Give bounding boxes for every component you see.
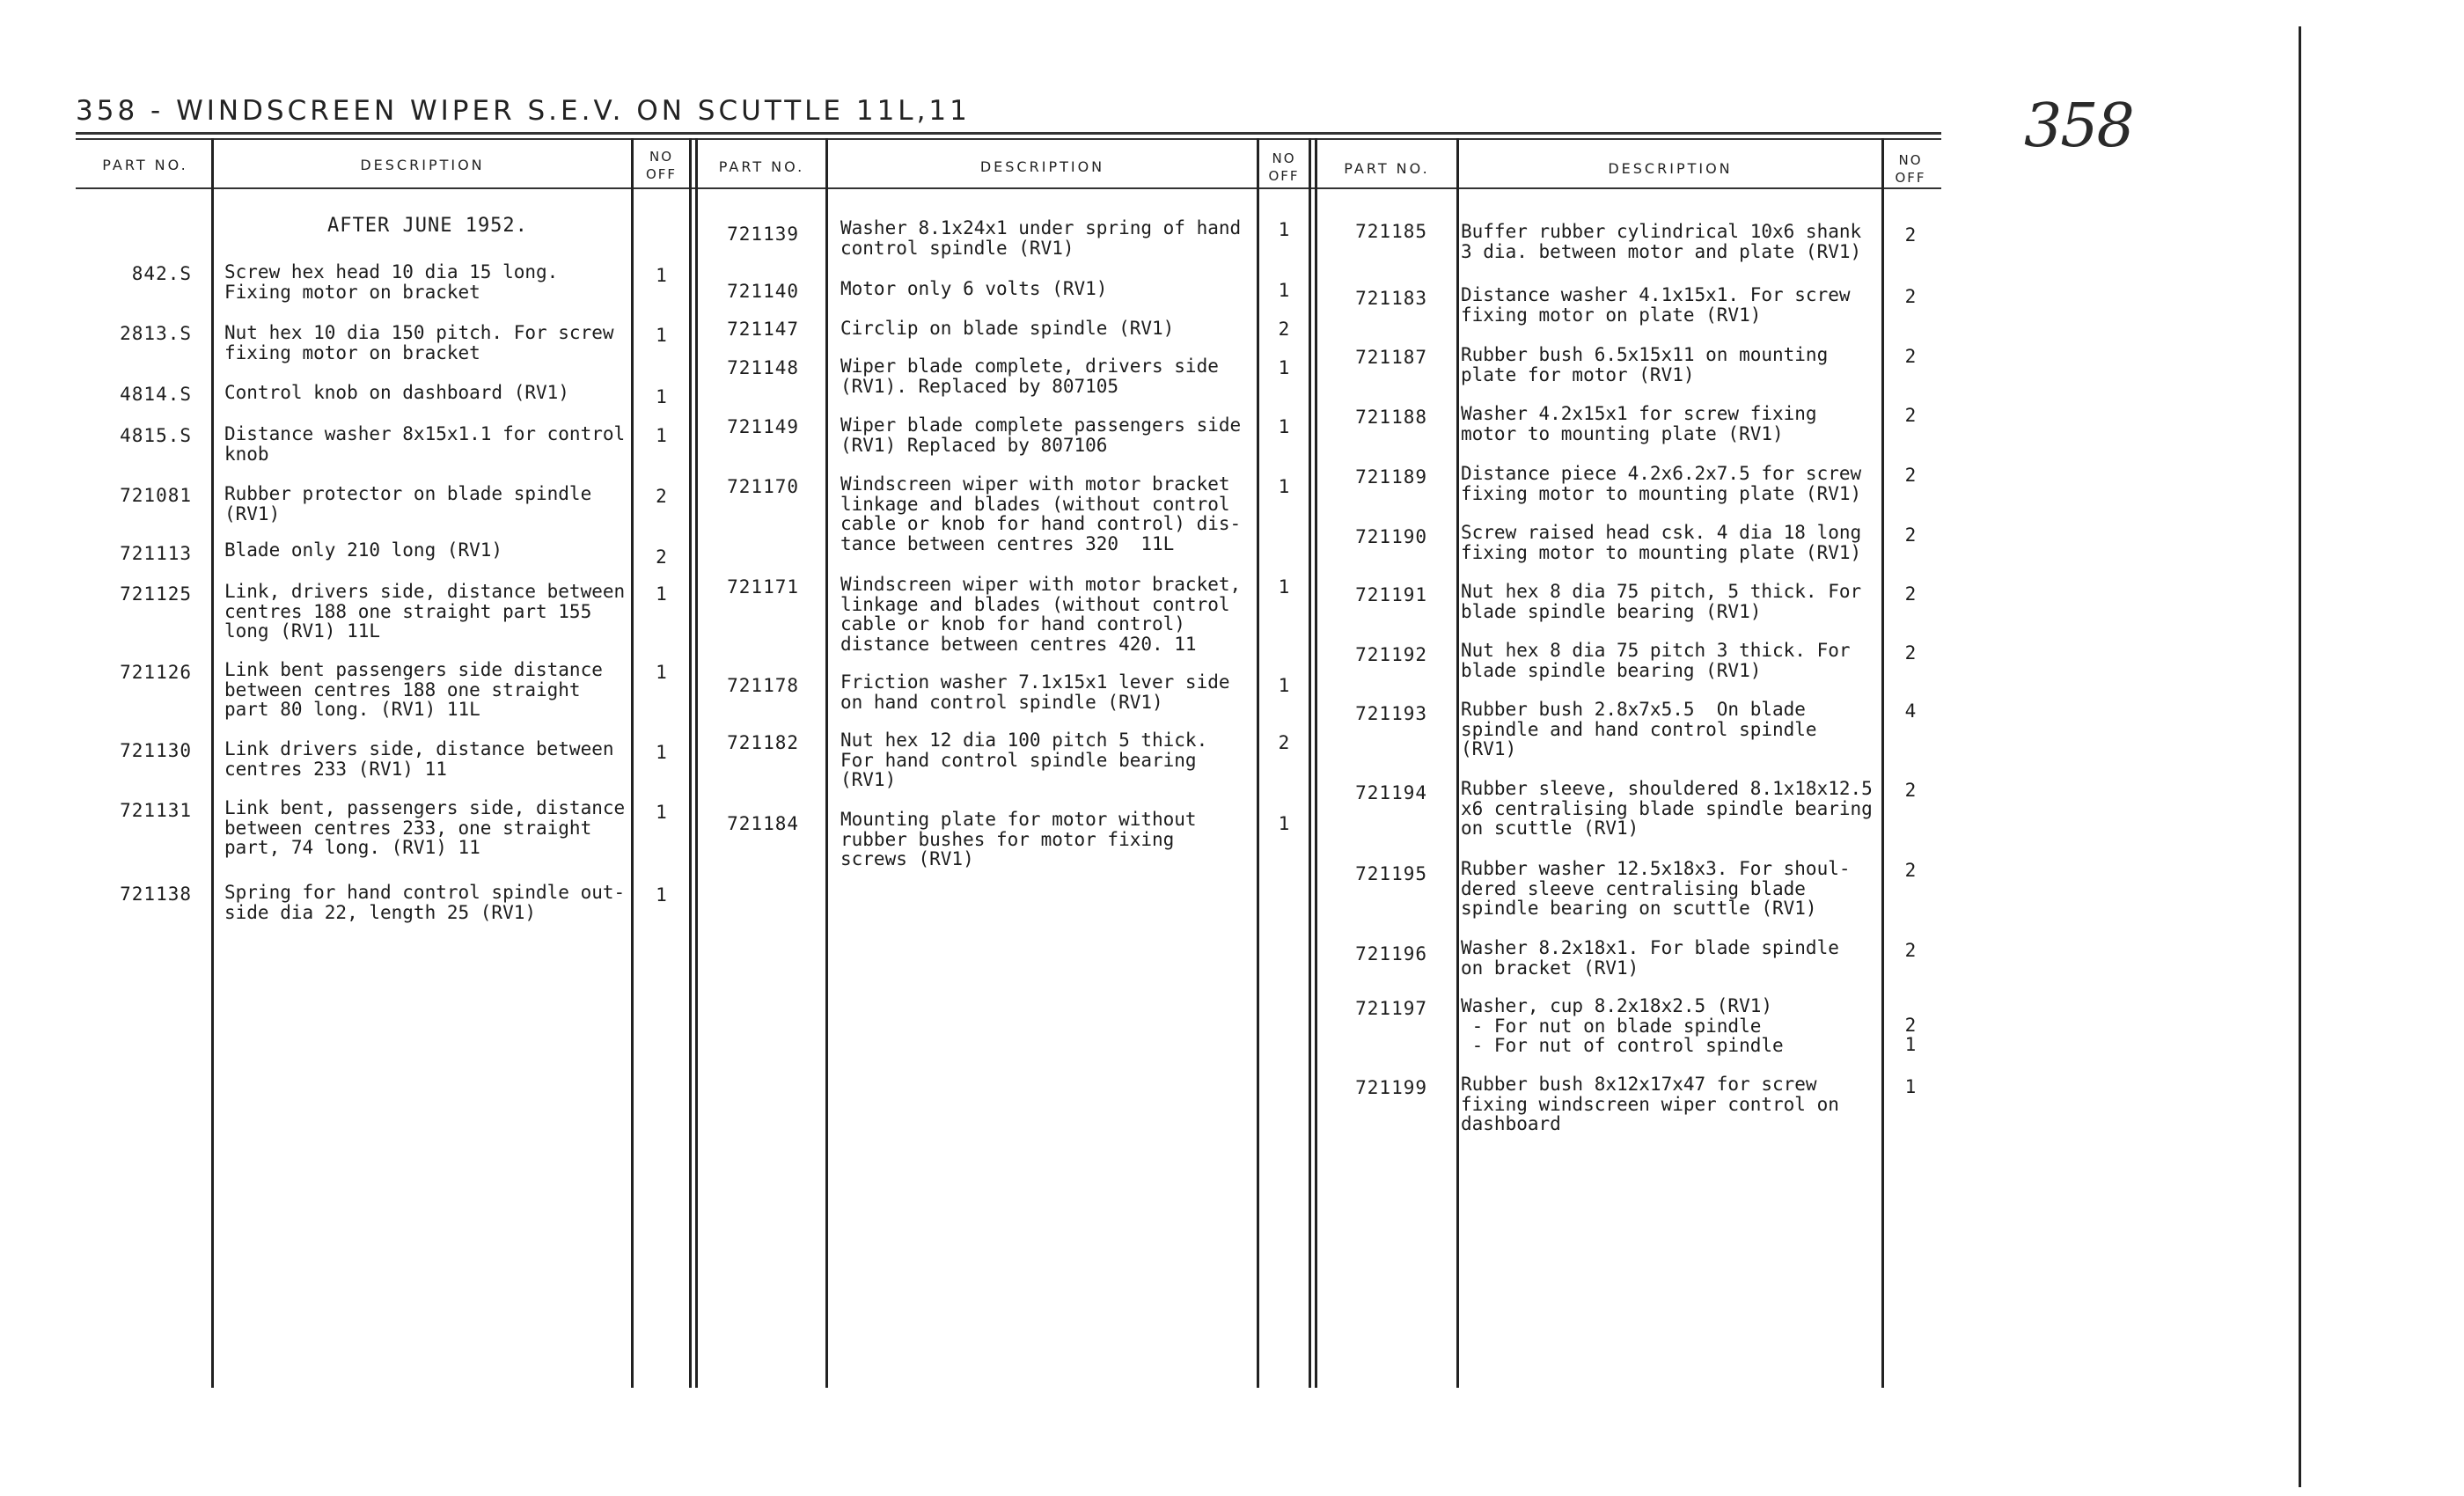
quantity: 1 <box>1278 675 1290 696</box>
column-divider <box>1456 138 1459 1388</box>
part-description: Rubber sleeve, shouldered 8.1x18x12.5 x6 centralising blade spindle bearing on scuttle (RV1) <box>1461 778 1873 839</box>
column-header-description: DESCRIPTION <box>979 158 1105 175</box>
part-description: Windscreen wiper with motor bracket linkage and blades (without control cable or knob for hand control) dis- tance between centres 320 11L <box>840 473 1242 554</box>
part-description: Buffer rubber cylindrical 10x6 shank 3 dia. between motor and plate (RV1) <box>1461 221 1862 262</box>
quantity: 1 <box>1278 813 1290 834</box>
quantity: 2 <box>1278 732 1290 753</box>
part-description: Washer, cup 8.2x18x2.5 (RV1) - For nut on blade spindle - For nut of control spindle <box>1461 995 1784 1056</box>
part-number: 721193 <box>1355 703 1427 724</box>
part-number: 721188 <box>1355 407 1427 428</box>
quantity: 1 <box>1278 576 1290 598</box>
quantity: 1 <box>656 884 667 906</box>
part-description: Spring for hand control spindle out- side dia 22, length 25 (RV1) <box>224 882 626 923</box>
quantity: 1 <box>1278 476 1290 497</box>
quantity: 1 <box>656 425 667 446</box>
page-edge <box>2299 26 2301 1487</box>
part-description: Distance piece 4.2x6.2x7.5 for screw fixing motor to mounting plate (RV1) <box>1461 463 1862 504</box>
quantity: 2 <box>1904 940 1917 961</box>
column-header-part-no: PART NO. <box>1344 160 1430 177</box>
column-divider <box>689 138 692 1388</box>
quantity: 1 <box>656 325 667 346</box>
part-description: Blade only 210 long (RV1) <box>224 539 503 561</box>
part-description: Rubber protector on blade spindle (RV1) <box>224 483 592 524</box>
part-description: Mounting plate for motor without rubber bushes for motor fixing screws (RV1) <box>840 809 1197 869</box>
handwritten-page-number: 358 <box>2024 92 2133 161</box>
part-number: 721149 <box>727 416 799 437</box>
part-number: 842.S <box>131 263 192 284</box>
column-divider <box>1881 138 1884 1388</box>
part-description: Washer 8.1x24x1 under spring of hand control spindle (RV1) <box>840 217 1242 259</box>
quantity: 2 <box>656 546 667 568</box>
part-number: 721170 <box>727 476 799 497</box>
part-number: 721113 <box>120 543 192 564</box>
part-number: 721190 <box>1355 526 1427 547</box>
part-description: Circlip on blade spindle (RV1) <box>840 318 1175 339</box>
quantity: 4 <box>1904 700 1917 722</box>
part-number: 721148 <box>727 357 799 378</box>
part-description: Control knob on dashboard (RV1) <box>224 382 569 403</box>
part-number: 721147 <box>727 319 799 340</box>
quantity: 2 <box>1904 286 1917 307</box>
page-title: 358 - WINDSCREEN WIPER S.E.V. ON SCUTTLE 11L,11 <box>76 95 971 127</box>
part-number: 721197 <box>1355 998 1427 1019</box>
part-description: Link bent passengers side distance between centres 188 one straight part 80 long. (RV1) 11L <box>224 659 603 720</box>
quantity: 2 <box>1904 346 1917 367</box>
part-number: 721131 <box>120 800 192 821</box>
part-number: 721196 <box>1355 943 1427 964</box>
quantity: 2 <box>656 486 667 507</box>
part-number: 4814.S <box>120 384 192 405</box>
part-description: Distance washer 8x15x1.1 for control knob <box>224 423 626 465</box>
part-number: 721194 <box>1355 782 1427 803</box>
part-description: Wiper blade complete passengers side (RV1) Replaced by 807106 <box>840 414 1242 456</box>
title-underline <box>76 132 1941 135</box>
quantity: 1 <box>656 583 667 605</box>
part-description: Link, drivers side, distance between centres 188 one straight part 155 long (RV1) 11L <box>224 581 626 642</box>
part-description: Screw raised head csk. 4 dia 18 long fixing motor to mounting plate (RV1) <box>1461 522 1862 563</box>
column-divider <box>1315 138 1317 1388</box>
part-number: 721184 <box>727 813 799 834</box>
column-header-part-no: PART NO. <box>102 157 188 173</box>
quantity: 2 <box>1904 224 1917 246</box>
part-description: Windscreen wiper with motor bracket, linkage and blades (without control cable or knob for hand control) distance between centres 420. 11 <box>840 574 1242 655</box>
part-description: Washer 4.2x15x1 for screw fixing motor to mounting plate (RV1) <box>1461 403 1817 444</box>
part-number: 721081 <box>120 485 192 506</box>
quantity: 2 <box>1904 860 1917 881</box>
part-number: 721183 <box>1355 288 1427 309</box>
column-header-no-off: NO OFF <box>1268 150 1300 184</box>
part-number: 721199 <box>1355 1077 1427 1098</box>
quantity: 2 <box>1904 405 1917 426</box>
part-number: 4815.S <box>120 425 192 446</box>
part-number: 721140 <box>727 281 799 302</box>
part-number: 721185 <box>1355 221 1427 242</box>
quantity: 2 <box>1904 465 1917 486</box>
part-number: 721126 <box>120 662 192 683</box>
quantity: 2 1 <box>1904 1015 1917 1055</box>
header-top-rule <box>76 138 1941 140</box>
part-description: Wiper blade complete, drivers side (RV1). Replaced by 807105 <box>840 356 1219 397</box>
header-bottom-rule <box>76 187 1941 189</box>
part-description: Friction washer 7.1x15x1 lever side on hand control spindle (RV1) <box>840 671 1230 713</box>
quantity: 1 <box>1278 280 1290 301</box>
part-number: 721130 <box>120 740 192 761</box>
part-number: 721171 <box>727 576 799 598</box>
part-number: 2813.S <box>120 323 192 344</box>
part-number: 721125 <box>120 583 192 605</box>
part-description: Link drivers side, distance between centres 233 (RV1) 11 <box>224 738 614 780</box>
part-number: 721192 <box>1355 644 1427 665</box>
quantity: 1 <box>656 386 667 407</box>
quantity: 1 <box>656 265 667 286</box>
column-header-part-no: PART NO. <box>718 158 805 175</box>
quantity: 2 <box>1904 642 1917 664</box>
part-number: 721178 <box>727 675 799 696</box>
part-number: 721189 <box>1355 466 1427 488</box>
part-description: Nut hex 8 dia 75 pitch 3 thick. For blade spindle bearing (RV1) <box>1461 640 1851 681</box>
part-description: Motor only 6 volts (RV1) <box>840 278 1108 299</box>
part-number: 721139 <box>727 224 799 245</box>
quantity: 1 <box>656 742 667 763</box>
quantity: 2 <box>1904 780 1917 801</box>
part-description: Nut hex 8 dia 75 pitch, 5 thick. For blade spindle bearing (RV1) <box>1461 581 1862 622</box>
column-divider <box>825 138 828 1388</box>
quantity: 1 <box>656 802 667 823</box>
part-description: Nut hex 12 dia 100 pitch 5 thick. For hand control spindle bearing (RV1) <box>840 730 1208 790</box>
part-description: Rubber bush 6.5x15x11 on mounting plate for motor (RV1) <box>1461 344 1829 385</box>
part-description: Screw hex head 10 dia 15 long. Fixing motor on bracket <box>224 261 559 303</box>
quantity: 2 <box>1904 583 1917 605</box>
part-number: 721187 <box>1355 347 1427 368</box>
part-description: Rubber washer 12.5x18x3. For shoul- dered sleeve centralising blade spindle bearing on scuttle (RV1) <box>1461 858 1851 919</box>
quantity: 1 <box>1278 219 1290 240</box>
part-description: Nut hex 10 dia 150 pitch. For screw fixing motor on bracket <box>224 322 614 363</box>
column-header-description: DESCRIPTION <box>1608 160 1733 177</box>
column-header-description: DESCRIPTION <box>360 157 485 173</box>
column-header-no-off: NO OFF <box>645 149 678 182</box>
column-divider <box>1309 138 1311 1388</box>
part-number: 721138 <box>120 884 192 905</box>
quantity: 1 <box>1278 416 1290 437</box>
part-number: 721191 <box>1355 584 1427 605</box>
quantity: 2 <box>1278 319 1290 340</box>
part-number: 721195 <box>1355 863 1427 884</box>
after-date-note: AFTER JUNE 1952. <box>327 215 528 237</box>
quantity: 1 <box>656 662 667 683</box>
quantity: 2 <box>1904 524 1917 546</box>
column-divider <box>211 138 214 1388</box>
part-description: Washer 8.2x18x1. For blade spindle on bracket (RV1) <box>1461 937 1839 979</box>
part-description: Link bent, passengers side, distance between centres 233, one straight part, 74 long. (RV1) 11 <box>224 797 626 858</box>
quantity: 1 <box>1904 1076 1917 1097</box>
part-description: Distance washer 4.1x15x1. For screw fixing motor on plate (RV1) <box>1461 284 1851 326</box>
part-number: 721182 <box>727 732 799 753</box>
column-header-no-off: NO OFF <box>1895 152 1926 186</box>
part-description: Rubber bush 2.8x7x5.5 On blade spindle and hand control spindle (RV1) <box>1461 699 1817 759</box>
quantity: 1 <box>1278 357 1290 378</box>
part-description: Rubber bush 8x12x17x47 for screw fixing windscreen wiper control on dashboard <box>1461 1074 1839 1134</box>
